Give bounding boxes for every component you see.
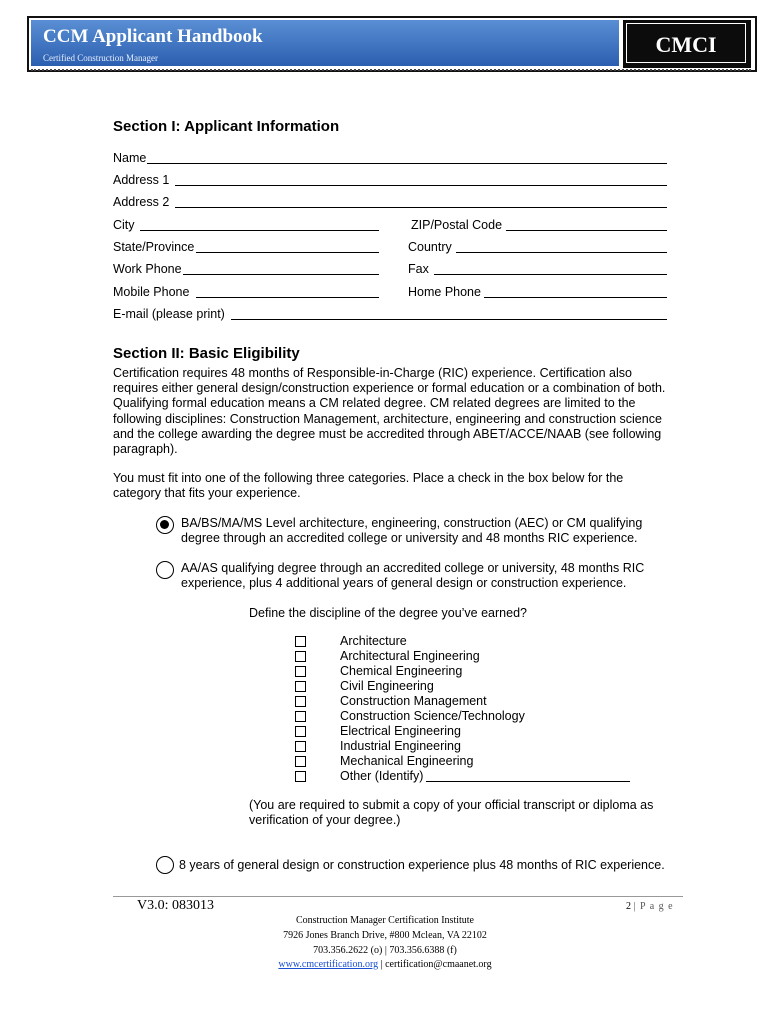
email-text: certification@cmaanet.org bbox=[385, 959, 492, 970]
electrical-engineering-checkbox[interactable] bbox=[295, 726, 306, 737]
transcript-note: (You are required to submit a copy of your official transcript or diploma as verification of your degree.) bbox=[249, 798, 654, 828]
header-banner bbox=[27, 16, 757, 72]
org-name: Construction Manager Certification Institute bbox=[295, 915, 474, 926]
country-input[interactable] bbox=[456, 252, 667, 253]
link-separator: | bbox=[378, 959, 386, 970]
address2-input[interactable] bbox=[175, 207, 667, 208]
zip-input[interactable] bbox=[506, 230, 667, 231]
construction-science-checkbox[interactable] bbox=[295, 711, 306, 722]
discipline-label: Mechanical Engineering bbox=[340, 754, 474, 768]
home-phone-input[interactable] bbox=[484, 297, 667, 298]
other-identify-input[interactable] bbox=[426, 781, 630, 782]
civil-engineering-checkbox[interactable] bbox=[295, 681, 306, 692]
document-subtitle: Certified Construction Manager bbox=[43, 53, 158, 63]
discipline-label: Architectural Engineering bbox=[340, 649, 480, 663]
discipline-label: Chemical Engineering bbox=[340, 664, 463, 678]
mechanical-engineering-checkbox[interactable] bbox=[295, 756, 306, 767]
address1-label: Address 1 bbox=[113, 173, 170, 187]
city-input[interactable] bbox=[140, 230, 379, 231]
discipline-label: Other (Identify) bbox=[340, 769, 424, 783]
section1-heading: Section I: Applicant Information bbox=[113, 118, 340, 135]
mobile-phone-label: Mobile Phone bbox=[113, 285, 190, 299]
country-label: Country bbox=[408, 240, 452, 254]
work-phone-input[interactable] bbox=[183, 274, 379, 275]
header-divider bbox=[31, 66, 751, 71]
discipline-label: Industrial Engineering bbox=[340, 739, 461, 753]
option1-text: BA/BS/MA/MS Level architecture, engineering, construction (AEC) or CM qualifying degree through an accredited college or university and 48 months RIC experience. bbox=[181, 516, 643, 546]
fax-label: Fax bbox=[408, 262, 429, 276]
category-instruction: You must fit into one of the following three categories. Place a check in the box below for the category that fits your experience. bbox=[113, 471, 624, 501]
address1-input[interactable] bbox=[175, 185, 667, 186]
option2-radio[interactable] bbox=[156, 561, 174, 579]
home-phone-label: Home Phone bbox=[408, 285, 481, 299]
architectural-engineering-checkbox[interactable] bbox=[295, 651, 306, 662]
page-number: 2 bbox=[626, 901, 631, 912]
eligibility-intro: Certification requires 48 months of Responsible-in-Charge (RIC) experience. Certification also requires either general design/construction experience or formal education or a combination of both. Qualifying formal education means a CM related degree. CM related degrees are limited to the following disciplines: Construction Management, architecture, engineering and construction science and the college awarding the degree must be accredited through ABET/ACCE/NAAB (see following paragraph). bbox=[113, 366, 666, 457]
discipline-label: Architecture bbox=[340, 634, 407, 648]
option3-text: 8 years of general design or construction experience plus 48 months of RIC experience. bbox=[179, 858, 665, 872]
footer-divider bbox=[113, 896, 683, 897]
discipline-label: Construction Management bbox=[340, 694, 487, 708]
discipline-prompt: Define the discipline of the degree you’ve earned? bbox=[249, 606, 527, 620]
org-phones: 703.356.2622 (o) | 703.356.6388 (f) bbox=[313, 945, 457, 956]
cmci-logo bbox=[623, 20, 751, 68]
org-web-email bbox=[0, 959, 770, 970]
state-label: State/Province bbox=[113, 240, 195, 254]
website-link[interactable]: www.cmcertification.org bbox=[278, 959, 379, 970]
other-checkbox[interactable] bbox=[295, 771, 306, 782]
email-input[interactable] bbox=[231, 319, 667, 320]
option2-text: AA/AS qualifying degree through an accredited college or university, 48 months RIC experience, plus 4 additional years of general design or construction experience. bbox=[181, 561, 645, 591]
architecture-checkbox[interactable] bbox=[295, 636, 306, 647]
header-title-block bbox=[31, 20, 619, 66]
section2-heading: Section II: Basic Eligibility bbox=[113, 345, 300, 362]
org-address: 7926 Jones Branch Drive, #800 Mclean, VA 22102 bbox=[283, 930, 487, 941]
address2-label: Address 2 bbox=[113, 195, 170, 209]
option1-radio[interactable] bbox=[156, 516, 174, 534]
construction-management-checkbox[interactable] bbox=[295, 696, 306, 707]
zip-label: ZIP/Postal Code bbox=[411, 218, 503, 232]
document-title: CCM Applicant Handbook bbox=[43, 26, 263, 47]
name-input[interactable] bbox=[147, 163, 667, 164]
page-label: | P a g e bbox=[633, 901, 674, 912]
industrial-engineering-checkbox[interactable] bbox=[295, 741, 306, 752]
work-phone-label: Work Phone bbox=[113, 262, 182, 276]
page-indicator bbox=[626, 901, 674, 912]
fax-input[interactable] bbox=[434, 274, 667, 275]
option3-radio[interactable] bbox=[156, 856, 174, 874]
logo-text: CMCI bbox=[655, 32, 717, 57]
name-label: Name bbox=[113, 151, 147, 165]
chemical-engineering-checkbox[interactable] bbox=[295, 666, 306, 677]
mobile-phone-input[interactable] bbox=[196, 297, 379, 298]
discipline-label: Construction Science/Technology bbox=[340, 709, 525, 723]
discipline-label: Electrical Engineering bbox=[340, 724, 461, 738]
discipline-label: Civil Engineering bbox=[340, 679, 434, 693]
email-label: E-mail (please print) bbox=[113, 307, 225, 321]
version-label: V3.0: 083013 bbox=[137, 898, 214, 913]
state-input[interactable] bbox=[196, 252, 379, 253]
logo-frame bbox=[626, 23, 746, 63]
city-label: City bbox=[113, 218, 135, 232]
